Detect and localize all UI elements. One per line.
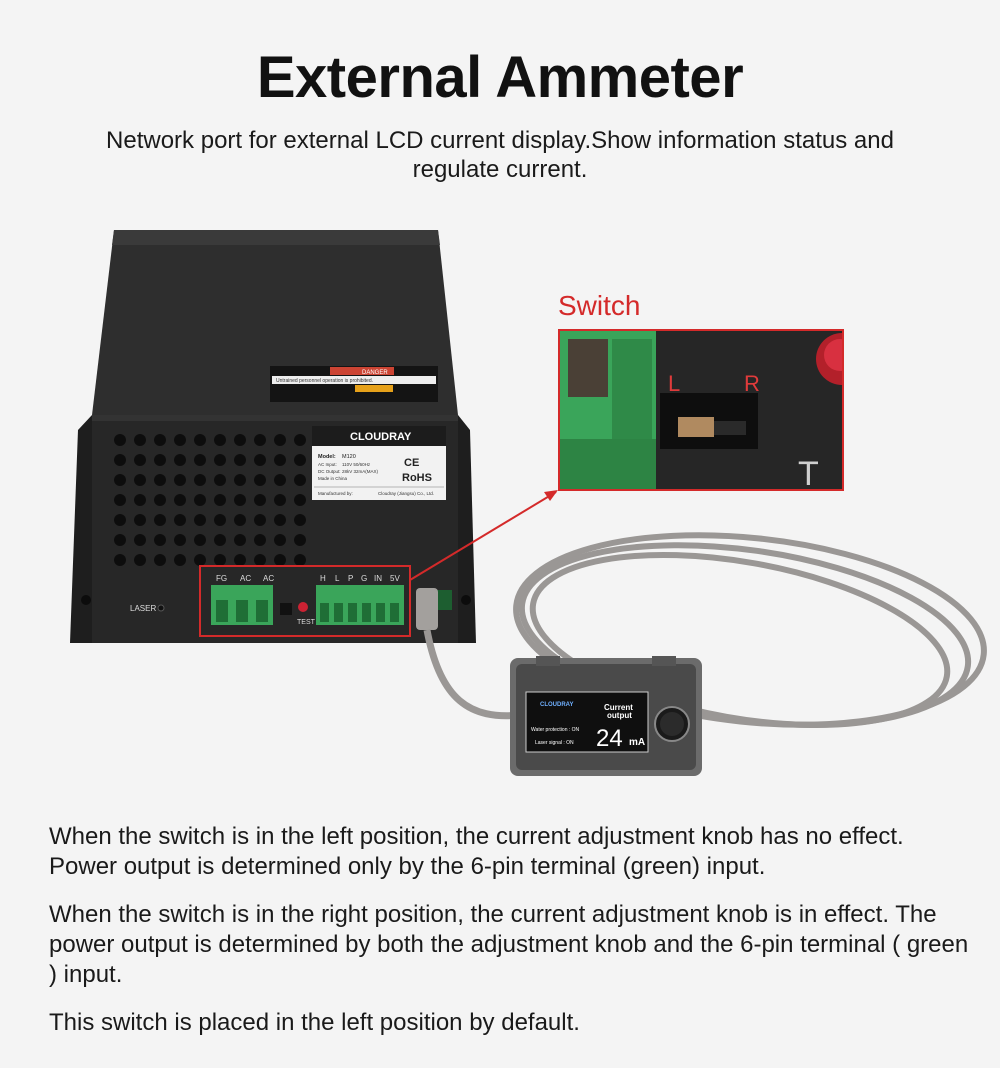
switch-closeup: [560, 331, 844, 491]
svg-text:FG: FG: [216, 574, 228, 583]
svg-text:P: P: [348, 574, 354, 583]
test-button: [298, 602, 308, 612]
ce-mark: CE: [404, 457, 420, 469]
svg-text:G: G: [361, 574, 368, 583]
test-label: TEST: [297, 619, 315, 626]
current-value: 24: [596, 725, 623, 752]
svg-text:Made in China: Made in China: [318, 476, 348, 481]
svg-text:IN: IN: [374, 574, 382, 583]
svg-text:L: L: [335, 574, 340, 583]
svg-text:AC: AC: [240, 574, 252, 583]
paragraph-right-position: When the switch is in the right position, the current adjustment knob is in effect. The power output is determined by both the adjustment knob and the 6-pin terminal ( green ) input.: [49, 901, 969, 988]
page-subtitle: Network port for external LCD current display.Show information status and regulate current.: [106, 127, 894, 183]
switch-left-label: L: [668, 371, 681, 396]
svg-text:DC Output:: DC Output:: [318, 469, 341, 474]
display-brand: CLOUDRAY: [540, 702, 574, 708]
brand-logo: CLOUDRAY: [350, 431, 412, 443]
svg-text:Model:: Model:: [318, 454, 336, 460]
svg-text:110V 50/60Hz: 110V 50/60Hz: [342, 462, 371, 467]
slide-switch: [678, 417, 714, 437]
laser-label: LASER: [130, 604, 157, 613]
paragraph-default-position: This switch is placed in the left position by default.: [49, 1009, 580, 1036]
danger-sticker: [270, 366, 438, 402]
paragraph-left-position: When the switch is in the left position, the current adjustment knob has no effect. Power output is determined only by the 6-pin terminal (green) input.: [49, 823, 904, 880]
switch-zoom-inset: [558, 329, 844, 491]
svg-text:28kV 32mA(MAX): 28kV 32mA(MAX): [342, 469, 379, 474]
danger-text: Untrained personnel operation is prohibited.: [276, 378, 374, 384]
danger-label: DANGER: [362, 370, 388, 376]
svg-text:M120: M120: [342, 454, 356, 460]
svg-text:T: T: [798, 455, 819, 491]
svg-text:Manufactured by:: Manufactured by:: [318, 491, 353, 496]
rohs-mark: RoHS: [402, 472, 432, 484]
ac-terminal-block: [211, 574, 274, 625]
water-protection-status: Water protection : ON: [531, 727, 580, 733]
page-title: External Ammeter: [256, 45, 744, 110]
svg-text:output: output: [607, 711, 632, 720]
svg-text:AC: AC: [263, 574, 275, 583]
vent-grille: [110, 432, 306, 568]
switch-callout-label: Switch: [558, 290, 641, 321]
product-label: [312, 426, 446, 500]
laser-signal-status: Laser signal : ON: [535, 740, 574, 746]
ammeter-module: [510, 656, 702, 776]
svg-text:AC Input:: AC Input:: [318, 462, 337, 467]
svg-text:Cloudray (Jiangsu) Co., Ltd.: Cloudray (Jiangsu) Co., Ltd.: [378, 491, 435, 496]
svg-text:5V: 5V: [390, 574, 400, 583]
current-unit: mA: [629, 737, 646, 748]
svg-text:Current: Current: [604, 703, 633, 712]
switch-right-label: R: [744, 371, 760, 396]
svg-text:H: H: [320, 574, 326, 583]
laser-indicator: [158, 605, 164, 611]
